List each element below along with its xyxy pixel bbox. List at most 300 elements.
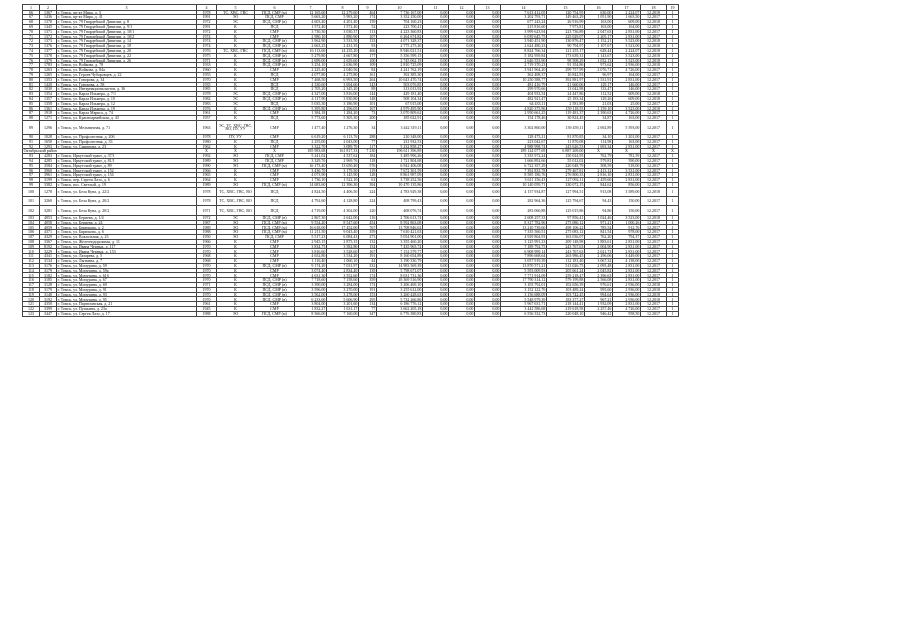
table-cell: 84 [359,68,377,73]
table-cell: 159 [359,20,377,25]
table-cell: 75 [23,53,40,58]
table-cell: 146,00 [613,87,641,92]
table-cell: 163,00 [613,139,641,144]
table-cell: 12.2017 [641,68,667,73]
table-cell: 2 396,63 [585,273,613,278]
table-cell: 224 [359,197,377,206]
table-cell: 1 693,34 [585,144,613,149]
table-cell: ПСД, СМР [255,154,295,159]
table-cell: 967,21 [585,297,613,302]
table-cell: 3 179,50 [327,168,359,173]
table-cell: 0,00 [449,268,475,273]
table-cell: 3382 [40,182,57,187]
table-cell: 762,79 [585,154,613,159]
table-cell: 6 084,43 [327,235,359,240]
table-cell: 1 116,40 [295,259,327,264]
table-cell: 4 824,50 [295,187,327,196]
table-cell: 7 158,60 [327,278,359,283]
table-cell: 177 [359,53,377,58]
table-cell: 0,00 [475,287,501,292]
table-cell: 191 [359,287,377,292]
table-row [23,206,679,215]
table-cell: 3 962,90 [295,39,327,44]
table-cell: 3399 [40,307,57,312]
table-cell: 96,97 [585,72,613,77]
column-number-cell: 3 [57,5,197,11]
table-cell: 0,00 [475,144,501,149]
table-cell: 1377 [40,48,57,53]
table-cell: 2 581,89 [547,101,585,106]
table-cell: 117 [359,144,377,149]
table-cell: 3 523,00 [613,58,641,63]
table-row [23,197,679,206]
table-cell: 12.2017 [641,307,667,312]
table-cell: 4 201,40 [327,20,359,25]
table-cell: 3 523,00 [613,215,641,220]
table-cell: 0,00 [423,168,449,173]
table-cell: СМР [255,268,295,273]
table-cell: 1989 [197,225,217,230]
table-cell: 0,00 [475,139,501,144]
table-cell: X [585,149,613,154]
table-cell: 5 395,80 [295,106,327,111]
table-cell: 3 057 919,39 [501,259,547,264]
table-cell: 18 369 516,90 [377,278,423,283]
table-cell: 1978 [197,92,217,97]
table-cell: 102 [23,206,40,215]
table-cell: 3199 [40,178,57,183]
table-cell: 3 030,37 [327,29,359,34]
table-cell: 16 618,00 [295,225,327,230]
table-cell: г. Томск, ул. Бела Куна, д. 20/2 [57,197,197,206]
table-cell: г. Томск, ул. Бела Куна, д. 22/2 [57,187,197,196]
table-cell: 1030 [40,87,57,92]
table-cell: 12.2017 [641,273,667,278]
table-cell: 128 475,21 [501,134,547,139]
table-cell: ПСД, СМР (в) [255,96,295,101]
table-cell: 16 173,40 [295,163,327,168]
table-cell: 215 816,60 [501,24,547,29]
table-cell: 1970 [197,273,217,278]
table-cell: г. Томск, ул. Карла Ильмера, д. 19 [57,106,197,111]
table-cell: К [217,29,255,34]
table-cell: 5 798 671,07 [377,268,423,273]
table-cell: 163,00 [585,24,613,29]
table-cell: 0,00 [475,220,501,225]
table-cell: 0,00 [449,273,475,278]
table-cell: 3 125 991,23 [501,239,547,244]
table-cell: 1 [667,20,679,25]
table-cell: 1966 [197,239,217,244]
table-cell: СМР [255,134,295,139]
table-cell: 119 [23,292,40,297]
table-cell: 0,00 [475,111,501,116]
table-cell: 4 820 375,96 [501,106,547,111]
table-cell: 3 694,60 [327,82,359,87]
table-cell: 0,00 [423,263,449,268]
table-cell: 0,00 [423,268,449,273]
table-cell: 0,00 [423,68,449,73]
table-cell: 6 942 406,08 [377,163,423,168]
table-cell: 841,54 [585,230,613,235]
table-cell: 3 152 122,76 [501,287,547,292]
table-cell: г. Томск, ул. 79 Гвардейской Дивизии, д. 14 [57,39,197,44]
table-cell: 163 036,07 [547,235,585,240]
table-cell: 94,43 [585,197,613,206]
table-cell: 4341 [40,254,57,259]
table-row [23,48,679,53]
table-cell: СМР [255,68,295,73]
table-cell: 4 275,80 [327,72,359,77]
table-cell: 103 489,24 [547,287,585,292]
table-cell: 2 257,46 [585,307,613,312]
table-cell: 0,00 [449,29,475,34]
table-cell: 101 [359,101,377,106]
table-cell: 210 348,00 [377,134,423,139]
table-cell: 288 [359,134,377,139]
table-cell: 92 [23,144,40,149]
table-cell: ПСД, СМР (в) [255,292,295,297]
table-cell: 0,00 [475,163,501,168]
table-cell: ЭО [217,230,255,235]
table-cell: ЭС [217,96,255,101]
table-cell: 78 [23,68,40,73]
table-cell: 11 211,50 [295,230,327,235]
table-cell: 1990 [197,163,217,168]
table-cell: 7 152 579,77 [377,249,423,254]
table-cell: ПУ, УУ [217,134,255,139]
table-cell: 0,00 [449,144,475,149]
table-cell: 96 [23,168,40,173]
table-cell: 3 284,00 [327,283,359,288]
table-row [23,29,679,34]
table-cell: 111 [23,254,40,259]
table-cell: 66 [23,10,40,15]
table-cell: 4 631,30 [295,273,327,278]
table-cell: ПСД, СМР (м) [255,230,295,235]
table-cell: 0,00 [449,44,475,49]
table-cell: 223 736,89 [547,29,585,34]
table-cell: 5 279,80 [295,53,327,58]
table-cell: 34 [359,120,377,134]
table-cell: 1966 [197,168,217,173]
table-cell: г. Томск, ул. Пушкина, д. 23а [57,307,197,312]
table-cell: 3 255 612,00 [377,287,423,292]
table-cell: 164,00 [613,24,641,29]
table-cell: 163,00 [585,20,613,25]
table-cell: 0,00 [449,311,475,316]
table-cell: К [217,24,255,29]
table-cell: г. Томск, Иркутский тракт, д. 89 [57,163,197,168]
table-cell: 84 [23,96,40,101]
table-cell: 161 [359,72,377,77]
table-cell: 1918 [40,111,57,116]
table-cell: 1 032,13 [585,58,613,63]
table-cell: 995,60 [585,287,613,292]
table-cell: 1961 [197,302,217,307]
table-cell: 4 406,50 [327,187,359,196]
table-cell: 0,00 [449,235,475,240]
table-cell: К [217,239,255,244]
table-cell: 5 035,30 [295,101,327,106]
table-cell: 630,00 [585,10,613,15]
table-cell: 5 241,02 [295,154,327,159]
table-cell: 913,08 [585,187,613,196]
table-cell: 704 160,23 [377,20,423,25]
table-cell: 12.2018 [641,96,667,101]
table-cell: 3 335 972,24 [501,154,547,159]
table-cell: 12 279,60 [327,10,359,15]
table-cell: 0,00 [423,139,449,144]
table-cell: 0,00 [449,92,475,97]
table-cell: 3128 [40,283,57,288]
table-cell: 332 [359,263,377,268]
table-cell: 3 442 586,68 [501,307,547,312]
table-cell: ПСД, СМР (в) [255,106,295,111]
table-cell: ПСД, СМР (в) [255,92,295,97]
table-cell: 3 190 330,79 [377,259,423,264]
table-cell: 1 [667,163,679,168]
table-cell: 2 775 275,20 [377,44,423,49]
table-cell: 2 706 613,74 [377,215,423,220]
table-cell: 2 663,25 [295,44,327,49]
table-cell: К [217,302,255,307]
table-cell: 1 522,10 [327,178,359,183]
table-cell: 1 143,67 [585,53,613,58]
table-cell: 0,00 [423,72,449,77]
table-cell: 0,00 [449,263,475,268]
table-cell: 68 [23,20,40,25]
table-cell: 508 104,34 [377,96,423,101]
table-cell: 1 [667,239,679,244]
table-cell: 72 [23,39,40,44]
table-cell: 123 [23,311,40,316]
table-cell: 0,00 [423,178,449,183]
table-cell: 0,00 [423,58,449,63]
table-cell: 0,00 [449,182,475,187]
table-cell: 185 022,91 [377,116,423,121]
table-cell: 0,00 [475,263,501,268]
table-cell: 17 790 314,12 [501,278,547,283]
table-cell: 3 355 460,20 [377,239,423,244]
table-cell: г. Томск, ул. 79 Гвардейской Дивизии, д. 26 [57,58,197,63]
table-cell: 0,00 [423,149,449,154]
table-cell: г. Томск, ул. Мичурина, д. 95 [57,297,197,302]
table-cell: 10 140 059,71 [501,182,547,187]
table-cell: 61 [359,178,377,183]
table-cell: 167 [359,106,377,111]
table-cell: 1445 [40,24,57,29]
table-cell: 79 [23,72,40,77]
table-cell: 191 [359,254,377,259]
table-cell: СМР [255,178,295,183]
table-cell: 2 205,17 [585,34,613,39]
table-cell: 1354 [40,92,57,97]
table-cell: ПСД, СМР (в) [255,263,295,268]
table-cell: 0,00 [449,53,475,58]
table-cell: 25 183,34 [547,96,585,101]
table-cell: 7 435 965,74 [377,244,423,249]
table-cell: 1358 [40,101,57,106]
table-cell: 1 [667,154,679,159]
table-row [23,311,679,316]
table-cell: г. Томск, ул. Профсоюзная, д. 33 [57,139,197,144]
table-cell: 2 831,00 [613,278,641,283]
table-cell: 34,10 [585,134,613,139]
table-cell: 1976 [197,106,217,111]
table-cell: 3 930,80 [327,96,359,101]
table-cell: 359 [359,278,377,283]
table-cell: СМР [255,120,295,134]
table-cell: 0,00 [475,96,501,101]
table-row [23,24,679,29]
table-cell: 1976 [197,48,217,53]
table-cell: 0,00 [449,39,475,44]
table-cell: 12.2017 [641,220,667,225]
table-cell: 133,47 [585,87,613,92]
table-cell: 5 305,30 [327,116,359,121]
table-cell: 4 719,00 [295,206,327,215]
table-cell: 129,26 [585,96,613,101]
table-cell: 1 [667,92,679,97]
table-cell: 978,00 [613,230,641,235]
table-cell: 21 660,06 [547,82,585,87]
table-cell: 1978 [197,134,217,139]
table-cell: 3192 [40,297,57,302]
table-cell: 2 608 257,33 [501,215,547,220]
table-cell: К [217,39,255,44]
table-cell: 1 [667,68,679,73]
table-cell: 5 663,20 [295,15,327,20]
table-cell: 1961 [197,111,217,116]
table-cell: 121 255,17 [547,48,585,53]
table-cell: 0,00 [423,20,449,25]
table-cell: г. Томск, ул. Интернационалистов, д. 36 [57,87,197,92]
table-cell: 3 523,00 [613,53,641,58]
table-cell: 1379 [40,58,57,63]
table-cell: г. Томск, ул. Лыткина, д. 7 [57,259,197,264]
table-cell: 4 128,80 [327,197,359,206]
table-row [23,58,679,63]
table-cell: 1 [667,307,679,312]
table-cell: 1980 [197,139,217,144]
table-cell: 0,00 [475,311,501,316]
table-cell: 86 [23,106,40,111]
table-cell: 6 619,20 [295,134,327,139]
table-cell: ЭО [217,182,255,187]
table-cell: ПСД, СМР (в) [255,297,295,302]
column-number-cell: 4 [197,5,217,11]
table-row [23,39,679,44]
table-cell: 0,00 [475,254,501,259]
table-cell: 25,00 [613,101,641,106]
table-cell: 107 [359,34,377,39]
table-cell: 167 [359,249,377,254]
table-cell: 1972 [197,20,217,25]
table-cell: 12.2017 [641,178,667,183]
table-cell: 1963 [197,120,217,134]
table-cell: 93 [23,154,40,159]
table-cell: 0,00 [475,292,501,297]
table-cell: 0,00 [475,44,501,49]
table-cell: 7 335 560,51 [501,230,547,235]
table-cell: 295 [359,297,377,302]
table-cell: 1 [667,77,679,82]
table-cell: 3140 [40,292,57,297]
table-cell: 3185 [40,278,57,283]
table-cell: 127 092,11 [547,178,585,183]
table-cell: 2 047,63 [585,29,613,34]
table-cell: 12.2018 [641,297,667,302]
table-cell: 2 095,48 [585,263,613,268]
table-cell: 4059 [40,225,57,230]
table-cell: 0,00 [475,92,501,97]
table-cell: 0,00 [423,96,449,101]
table-cell: 579 199,88 [547,278,585,283]
table-cell: 0,00 [423,101,449,106]
table-cell: 0,00 [449,10,475,15]
table-cell: 1 [667,48,679,53]
table-cell: г. Томск, ул. 79 Гвардейской Дивизии, д. 22 [57,53,197,58]
table-cell: 11 870,08 [547,139,585,144]
table-cell: г. Томск, ул. Говорова, д. 58 [57,82,197,87]
table-cell: 102 656,39 [547,283,585,288]
table-cell: ПСД [255,101,295,106]
table-cell: 12.2018 [641,292,667,297]
table-cell: 0,00 [423,48,449,53]
table-cell: 4058 [40,220,57,225]
table-cell: 8 366,00 [295,311,327,316]
table-row [23,20,679,25]
table-cell: 0,00 [449,116,475,121]
table-cell: г. Томск, ул. Героев Чубаровцев, д. 22 [57,72,197,77]
table-cell: 103 742,45 [547,292,585,297]
table-cell: 0,00 [475,77,501,82]
table-cell: 129,17 [585,82,613,87]
table-cell: ПСД, СМР (м) [255,48,295,53]
table-cell: 0,00 [423,311,449,316]
table-cell: 6 186 776,12 [377,302,423,307]
table-cell: 13 708 846,02 [377,225,423,230]
table-cell: 1 [667,197,679,206]
table-cell: 3 089,70 [327,144,359,149]
table-cell: 1278 [40,187,57,196]
table-cell: 1 [667,187,679,196]
table-cell: 5 983,20 [327,15,359,20]
table-cell: 1 [667,268,679,273]
table-cell: 2 224,07 [613,48,641,53]
table-cell: г. Томск, ул. Войкова, д. 78 [57,63,197,68]
table-cell: 139 459,11 [547,120,585,134]
table-cell: г. Томск, ул. Бериева, д. 24 [57,220,197,225]
table-cell: 1970 [197,297,217,302]
table-cell: 1 [667,58,679,63]
table-cell: 0,00 [423,215,449,220]
table-cell: 1945 [197,307,217,312]
table-cell: 0,00 [423,144,449,149]
table-cell: 1970 [197,268,217,273]
table-cell: К [217,244,255,249]
table-cell: 1436 [40,15,57,20]
table-cell: 133 [359,39,377,44]
table-cell: г. Томск, ул. 79 Гвардейской Дивизии, д. 10/2 [57,34,197,39]
table-cell: 576 [359,163,377,168]
table-cell: К [217,68,255,73]
table-cell: 12.2017 [641,259,667,264]
table-cell: 0,00 [423,24,449,29]
table-cell: 1968 [197,259,217,264]
table-cell: 0,00 [423,287,449,292]
